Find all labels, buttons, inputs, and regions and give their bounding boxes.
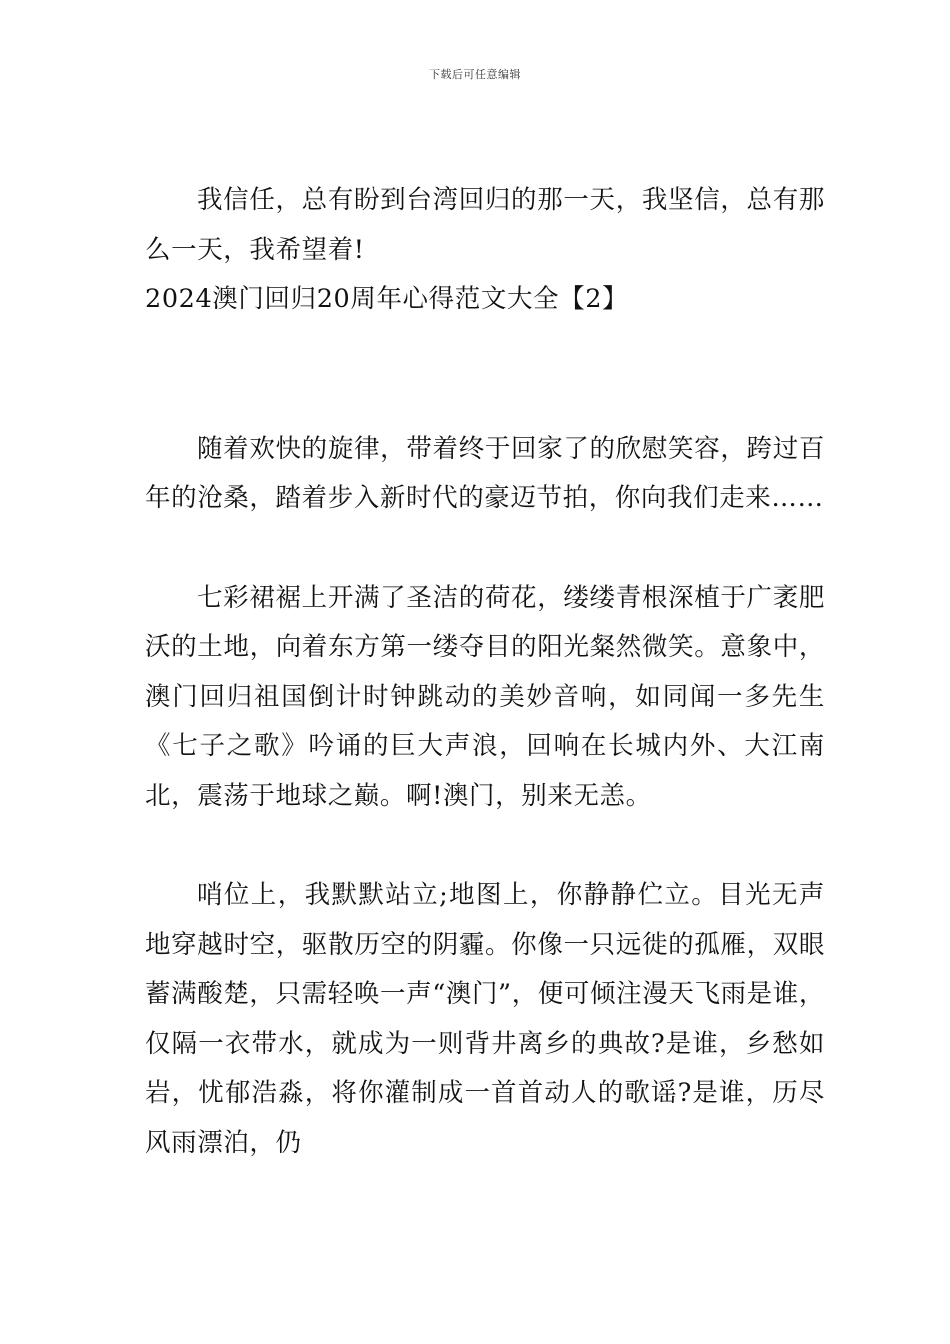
spacer — [145, 325, 825, 425]
paragraph-2: 随着欢快的旋律，带着终于回家了的欣慰笑容，跨过百年的沧桑，踏着步入新时代的豪迈节拍，你向我们走来…… — [145, 433, 825, 513]
spacer — [145, 821, 825, 871]
section-title: 2024澳门回归20周年心得范文大全【2】 — [145, 284, 629, 314]
paragraph-4: 哨位上，我默默站立;地图上，你静静伫立。目光无声地穿越时空，驱散历空的阴霾。你像一只远徙的孤雁，双眼蓄满酸楚，只需轻唤一声“澳门”，便可倾注漫天飞雨是谁，仅隔一衣带水，就成为一则背井离乡的典故?是谁，乡愁如岩，忧郁浩淼，将你灌制成一首首动人的歌谣?是谁，历尽风雨漂泊，仍 — [145, 880, 825, 1158]
spacer — [145, 524, 825, 574]
document-body — [145, 176, 825, 1168]
paragraph-1: 我信任，总有盼到台湾回归的那一天，我坚信，总有那么一天，我希望着! — [145, 185, 825, 265]
header-note: 下载后可任意编辑 — [429, 68, 521, 81]
paragraph-3: 七彩裙裾上开满了圣洁的荷花，缕缕青根深植于广袤肥沃的土地，向着东方第一缕夺目的阳光粲然微笑。意象中，澳门回归祖国倒计时钟跳动的美妙音响，如同闻一多先生《七子之歌》吟诵的巨大声浪，回响在长城内外、大江南北，震荡于地球之巅。啊!澳门，别来无恙。 — [145, 582, 825, 811]
